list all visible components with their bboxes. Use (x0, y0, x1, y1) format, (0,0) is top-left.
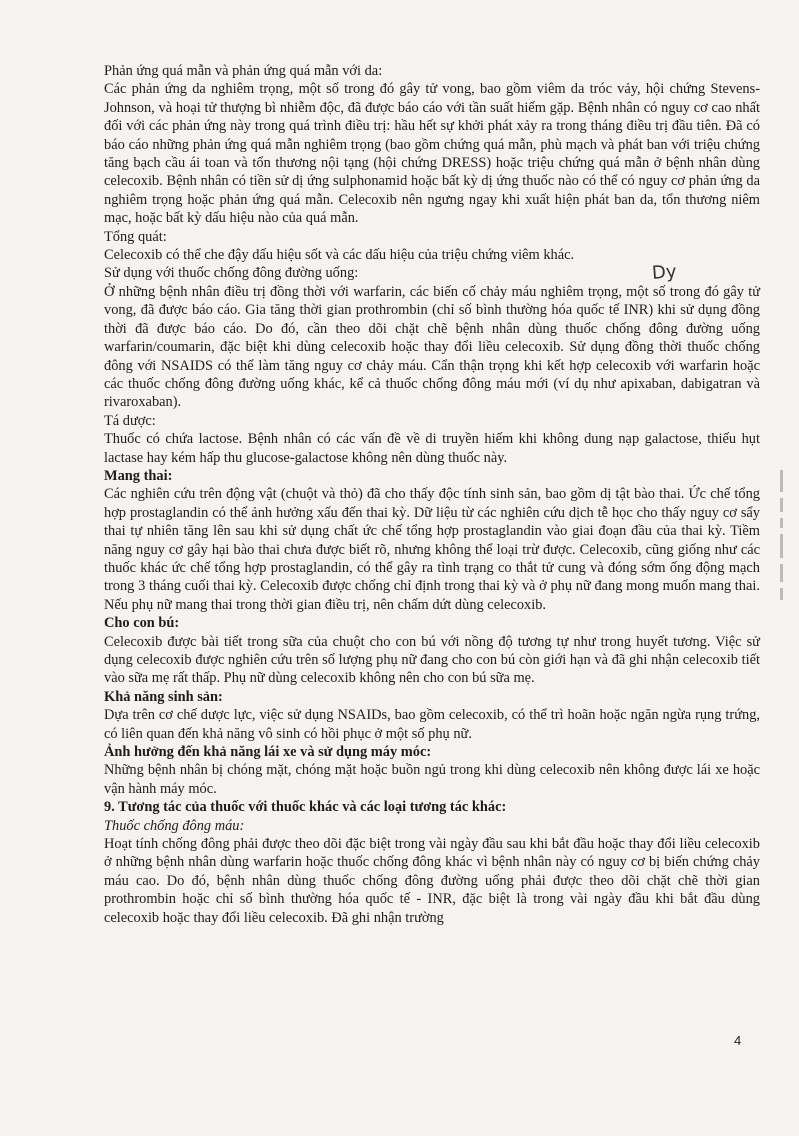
paragraph: Các phản ứng da nghiêm trọng, một số trong đó gây tử vong, bao gồm viêm da tróc vảy, hội chứng Stevens-Johnson, và hoại tử thượng bì nhiễm độc, đã được báo cáo với tần suất hiếm gặp. Bệnh nhân có nguy cơ cao nhất đối với các phản ứng này trong quá trình điều trị: hầu hết sự khởi phát xảy ra trong tháng điều trị đầu tiên. Đã có báo cáo những phản ứng quá mẫn nghiêm trọng (bao gồm chứng quá mẫn, phù mạch và phát ban với triệu chứng tăng bạch cầu ái toan và tổn thương nội tạng (hội chứng DRESS) hoặc triệu chứng quá mẫn ở bệnh nhân dùng celecoxib. Bệnh nhân có tiền sử dị ứng sulphonamid hoặc bất kỳ dị ứng thuốc nào có thể có nguy cơ phản ứng da nghiêm trọng hoặc phản ứng quá mẫn. Celecoxib nên ngưng ngay khi xuất hiện phát ban da, tổn thương niêm mạc, hoặc bất kỳ dấu hiệu nào của quá mẫn. (104, 81, 760, 227)
paragraph: Phản ứng quá mẫn và phản ứng quá mẫn với da: (104, 63, 383, 79)
paragraph: Ở những bệnh nhân điều trị đồng thời với warfarin, các biến cố chảy máu nghiêm trọng, một số trong đó gây tử vong, đã được báo cáo. Gia tăng thời gian prothrombin (chỉ số bình thường hóa quốc tế INR) khi sử dụng đồng thời đã được báo cáo. Do đó, cần theo dõi chặt chẽ bệnh nhân dùng thuốc chống đông đường uống warfarin/coumarin, đặc biệt khi dùng celecoxib hoặc thay đổi liều celecoxib. Sử dụng đồng thời thuốc chống đông với NSAIDS có thể làm tăng nguy cơ chảy máu. Cẩn thận trọng khi kết hợp celecoxib với warfarin hoặc các thuốc chống đông đường uống khác, kể cả thuốc chống đông máu mới (ví dụ như apixaban, dabigatran và rivaroxaban). (104, 283, 760, 411)
paragraph: Celecoxib có thể che đậy dấu hiệu sốt và các dấu hiệu của triệu chứng viêm khác. (104, 247, 575, 264)
paragraph: Tổng quát: (104, 228, 167, 245)
page-number: 4 (734, 1033, 742, 1048)
paragraph: Tá dược: (104, 412, 156, 429)
side-stamp-marks (773, 470, 789, 650)
section-heading: Mang thai: (104, 467, 173, 484)
document-body (104, 62, 760, 927)
paragraph: Sử dụng với thuốc chống đông đường uống: (104, 265, 359, 282)
section-heading: 9. Tương tác của thuốc với thuốc khác và các loại tương tác khác: (104, 799, 507, 816)
subsection-heading: Thuốc chống đông máu: (104, 817, 245, 834)
section-heading: Ảnh hưởng đến khả năng lái xe và sử dụng máy móc: (104, 744, 432, 761)
paragraph: Những bệnh nhân bị chóng mặt, chóng mặt hoặc buồn ngủ trong khi dùng celecoxib nên không được lái xe hoặc vận hành máy móc. (104, 762, 760, 797)
paragraph: Các nghiên cứu trên động vật (chuột và thỏ) đã cho thấy độc tính sinh sản, bao gồm dị tật bào thai. Ức chế tổng hợp prostaglandin có thể ảnh hưởng xấu đến thai kỳ. Dữ liệu từ các nghiên cứu dịch tễ học cho thấy nguy cơ sẩy thai tự nhiên tăng lên sau khi sử dụng chất ức chế tổng hợp prostaglandin vào giai đoạn đầu của thai kỳ. Tiềm năng nguy cơ gây hại bào thai chưa được biết rõ, nhưng không thể loại trừ được. Celecoxib, cũng giống như các thuốc khác ức chế tổng hợp prostaglandin, có thể gây ra tình trạng co thắt tử cung và đóng sớm ống động mạch trong 3 tháng cuối thai kỳ. Celecoxib được chống chỉ định trong thai kỳ và ở phụ nữ đang mong muốn mang thai. Nếu phụ nữ mang thai trong thời gian điều trị, nên chấm dứt dùng celecoxib. (104, 486, 760, 613)
paragraph: Dựa trên cơ chế dược lực, việc sử dụng NSAIDs, bao gồm celecoxib, có thể trì hoãn hoặc ngăn ngừa rụng trứng, có liên quan đến khả năng vô sinh có hồi phục ở một số phụ nữ. (104, 707, 760, 742)
section-heading: Khả năng sinh sản: (104, 688, 223, 705)
paragraph: Celecoxib được bài tiết trong sữa của chuột cho con bú với nồng độ tương tự như trong huyết tương. Việc sử dụng celecoxib được nghiên cứu trên số lượng phụ nữ đang cho con bú còn giới hạn và đã ghi nhận celecoxib tiết vào sữa mẹ rất thấp. Phụ nữ dùng celecoxib không nên cho con bú sữa mẹ. (104, 633, 760, 687)
handwritten-initials: Dy (651, 261, 678, 284)
paragraph: Thuốc có chứa lactose. Bệnh nhân có các vấn đề về di truyền hiếm khi không dung nạp galactose, thiếu hụt lactase hay kém hấp thu glucose-galactose không nên dùng thuốc này. (104, 431, 760, 466)
section-heading: Cho con bú: (104, 615, 180, 632)
paragraph: Hoạt tính chống đông phải được theo dõi đặc biệt trong vài ngày đầu sau khi bắt đầu hoặc thay đổi liều celecoxib ở những bệnh nhân dùng warfarin hoặc thuốc chống đông khác vì bệnh nhân này có nguy cơ bị biến chứng chảy máu cao. Do đó, bệnh nhân dùng thuốc chống đông đường uống phải được theo dõi chặt chẽ thời gian prothrombin hoặc chỉ số bình thường hóa quốc tế - INR, đặc biệt là trong vài ngày đầu khi bắt đầu dùng celecoxib hoặc thay đổi liều celecoxib. Đã ghi nhận trường (104, 836, 760, 926)
